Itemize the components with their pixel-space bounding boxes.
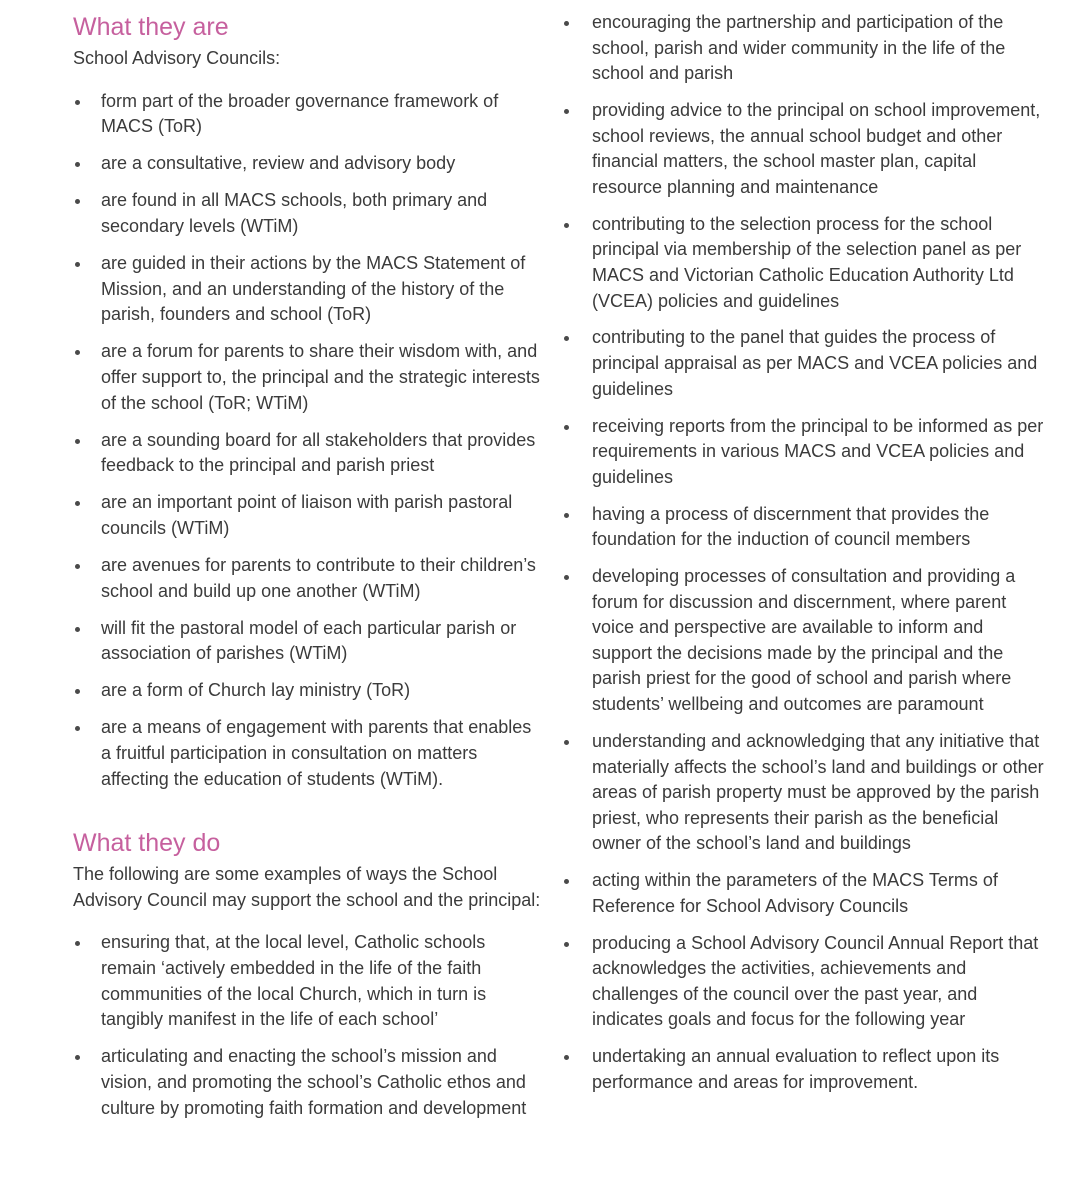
what-they-are-heading: What they are xyxy=(73,13,229,41)
list-item: acting within the parameters of the MACS Terms of Reference for School Advisory Councils xyxy=(564,868,1044,919)
bullet-icon xyxy=(75,162,80,167)
bullet-icon xyxy=(75,199,80,204)
bullet-icon xyxy=(564,1055,569,1060)
what-they-do-heading: What they do xyxy=(73,829,221,858)
list-item: are a forum for parents to share their wisdom with, and offer support to, the principal and the strategic interests of the school (ToR; WTiM) xyxy=(73,339,543,416)
list-item: understanding and acknowledging that any initiative that materially affects the school’s land and buildings or other areas of parish property must be approved by the parish priest, who represents their parish as the beneficial owner of the school’s land and buildings xyxy=(564,729,1044,857)
what-they-do-list-left xyxy=(73,930,543,1121)
bullet-icon xyxy=(75,439,80,444)
right-column xyxy=(564,10,1044,1107)
bullet-icon xyxy=(564,513,569,518)
bullet-icon xyxy=(75,689,80,694)
bullet-icon xyxy=(75,564,80,569)
list-item: are an important point of liaison with parish pastoral councils (WTiM) xyxy=(73,490,543,541)
bullet-icon xyxy=(564,223,569,228)
bullet-icon xyxy=(564,740,569,745)
list-item: are a sounding board for all stakeholders that provides feedback to the principal and parish priest xyxy=(73,428,543,479)
list-item: contributing to the selection process for the school principal via membership of the selection panel as per MACS and Victorian Catholic Education Authority Ltd (VCEA) policies and guidelines xyxy=(564,212,1044,314)
list-item: producing a School Advisory Council Annual Report that acknowledges the activities, achievements and challenges of the council over the past year, and indicates goals and focus for the following year xyxy=(564,931,1044,1033)
bullet-icon xyxy=(75,100,80,105)
list-item: are a means of engagement with parents that enables a fruitful participation in consultation on matters affecting the education of students (WTiM). xyxy=(73,715,543,792)
list-item: are found in all MACS schools, both primary and secondary levels (WTiM) xyxy=(73,188,543,239)
bullet-icon xyxy=(564,336,569,341)
bullet-icon xyxy=(75,726,80,731)
what-they-do-intro: The following are some examples of ways the School Advisory Council may support the school and the principal: xyxy=(73,864,541,910)
list-item: will fit the pastoral model of each particular parish or association of parishes (WTiM) xyxy=(73,616,543,667)
bullet-icon xyxy=(75,941,80,946)
bullet-icon xyxy=(75,627,80,632)
list-item: contributing to the panel that guides the process of principal appraisal as per MACS and VCEA policies and guidelines xyxy=(564,325,1044,402)
bullet-icon xyxy=(564,942,569,947)
list-item: are a consultative, review and advisory body xyxy=(73,151,543,177)
list-item: having a process of discernment that provides the foundation for the induction of council members xyxy=(564,502,1044,553)
bullet-icon xyxy=(564,425,569,430)
bullet-icon xyxy=(75,1055,80,1060)
list-item: are avenues for parents to contribute to their children’s school and build up one another (WTiM) xyxy=(73,553,543,604)
bullet-icon xyxy=(564,575,569,580)
list-item: encouraging the partnership and participation of the school, parish and wider community in the life of the school and parish xyxy=(564,10,1044,87)
what-they-do-list-right xyxy=(564,10,1044,1096)
list-item: receiving reports from the principal to be informed as per requirements in various MACS and VCEA policies and guidelines xyxy=(564,414,1044,491)
list-item: articulating and enacting the school’s mission and vision, and promoting the school’s Catholic ethos and culture by promoting faith formation and development xyxy=(73,1044,543,1121)
list-item: undertaking an annual evaluation to reflect upon its performance and areas for improvement. xyxy=(564,1044,1044,1095)
bullet-icon xyxy=(75,501,80,506)
list-item: are a form of Church lay ministry (ToR) xyxy=(73,678,543,704)
what-they-are-list xyxy=(73,89,543,793)
list-item: are guided in their actions by the MACS Statement of Mission, and an understanding of the history of the parish, founders and school (ToR) xyxy=(73,251,543,328)
what-they-are-intro: School Advisory Councils: xyxy=(73,48,281,68)
list-item: ensuring that, at the local level, Catholic schools remain ‘actively embedded in the life of the faith communities of the local Church, which in turn is tangibly manifest in the life of each school’ xyxy=(73,930,543,1032)
bullet-icon xyxy=(75,262,80,267)
bullet-icon xyxy=(564,21,569,26)
list-item: form part of the broader governance framework of MACS (ToR) xyxy=(73,89,543,140)
left-column xyxy=(73,0,543,1133)
list-item: developing processes of consultation and providing a forum for discussion and discernment, where parent voice and perspective are available to inform and support the decisions made by the principal and the parish priest for the good of school and parish where students’ wellbeing and outcomes are paramount xyxy=(564,564,1044,718)
bullet-icon xyxy=(564,879,569,884)
bullet-icon xyxy=(75,350,80,355)
list-item: providing advice to the principal on school improvement, school reviews, the annual school budget and other financial matters, the school master plan, capital resource planning and maintenance xyxy=(564,98,1044,200)
bullet-icon xyxy=(564,109,569,114)
